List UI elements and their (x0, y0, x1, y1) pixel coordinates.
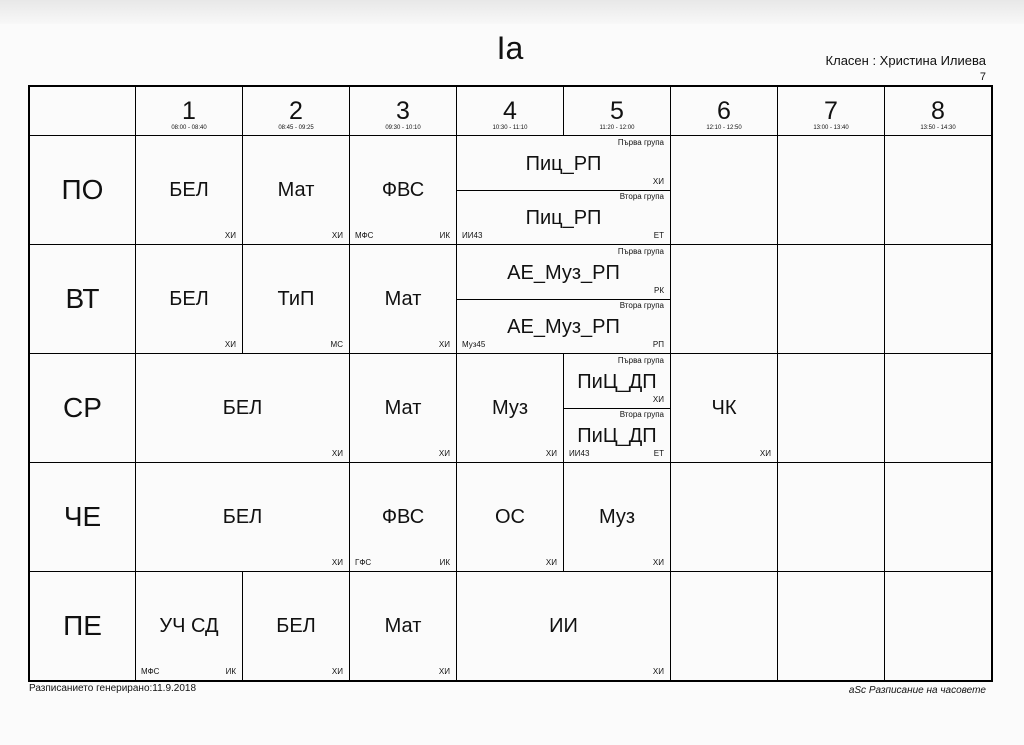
day-label-mon: ПО (29, 136, 136, 245)
lesson-cell: ЧК ХИ (671, 354, 778, 463)
period-6-header: 6 12:10 - 12:50 (671, 86, 778, 136)
empty-cell (778, 245, 885, 354)
group-2: Втора група АЕ_Муз_РП Муз45 РП (462, 301, 664, 349)
empty-cell (778, 463, 885, 572)
timetable (28, 85, 993, 682)
empty-cell (671, 572, 778, 682)
lesson-cell: Мат ХИ (243, 136, 350, 245)
empty-cell (671, 245, 778, 354)
lesson-cell: ТиП МС (243, 245, 350, 354)
lesson-cell: ИИ ХИ (457, 572, 671, 682)
lesson-cell: ФВС ГФС ИК (350, 463, 457, 572)
lesson-cell: Муз ХИ (457, 354, 564, 463)
group-1: Първа група АЕ_Муз_РП РК (457, 245, 670, 300)
day-label-thu: ЧЕ (29, 463, 136, 572)
empty-cell (885, 136, 993, 245)
group-lesson-cell (457, 136, 671, 245)
period-7-header: 7 13:00 - 13:40 (778, 86, 885, 136)
period-header-row (29, 86, 992, 136)
lesson-cell: Мат ХИ (350, 572, 457, 682)
period-4-header: 4 10:30 - 11:10 (457, 86, 564, 136)
day-row-thu (29, 463, 992, 572)
lesson-cell: БЕЛ ХИ (136, 136, 243, 245)
empty-cell (671, 463, 778, 572)
empty-cell (671, 136, 778, 245)
empty-cell (885, 572, 993, 682)
lesson-cell: Мат ХИ (350, 354, 457, 463)
day-label-wed: СР (29, 354, 136, 463)
lesson-cell: БЕЛ ХИ (136, 245, 243, 354)
group-lesson-cell (457, 245, 671, 354)
day-label-fri: ПЕ (29, 572, 136, 682)
lesson-cell: УЧ СД МФС ИК (136, 572, 243, 682)
lesson-cell: БЕЛ ХИ (136, 354, 350, 463)
group-2: Втора група ПиЦ_ДП ИИ43 ЕТ (569, 410, 664, 458)
empty-cell (885, 463, 993, 572)
scan-shadow (0, 0, 1024, 24)
day-row-wed (29, 354, 992, 463)
day-label-tue: ВТ (29, 245, 136, 354)
lesson-cell: БЕЛ ХИ (136, 463, 350, 572)
group-1: Първа група Пиц_РП ХИ (457, 136, 670, 191)
software-credit: aSc Разписание на часовете (848, 685, 986, 696)
group-lesson-cell (564, 354, 671, 463)
lesson-cell: ФВС МФС ИК (350, 136, 457, 245)
group-1: Първа група ПиЦ_ДП ХИ (564, 354, 670, 409)
period-8-header: 8 13:50 - 14:30 (885, 86, 993, 136)
day-row-tue (29, 245, 992, 354)
group-2: Втора група Пиц_РП ИИ43 ЕТ (462, 192, 664, 240)
period-1-header: 1 08:00 - 08:40 (136, 86, 243, 136)
empty-cell (885, 354, 993, 463)
day-row-mon (29, 136, 992, 245)
lesson-cell: ОС ХИ (457, 463, 564, 572)
class-teacher: Класен : Христина Илиева (825, 53, 986, 68)
empty-cell (778, 354, 885, 463)
period-2-header: 2 08:45 - 09:25 (243, 86, 350, 136)
empty-cell (778, 136, 885, 245)
lesson-cell: БЕЛ ХИ (243, 572, 350, 682)
page-number: 7 (979, 71, 986, 83)
period-3-header: 3 09:30 - 10:10 (350, 86, 457, 136)
empty-cell (778, 572, 885, 682)
lesson-cell: Муз ХИ (564, 463, 671, 572)
lesson-cell: Мат ХИ (350, 245, 457, 354)
period-5-header: 5 11:20 - 12:00 (564, 86, 671, 136)
empty-cell (885, 245, 993, 354)
day-row-fri (29, 572, 992, 682)
class-title: Ia (496, 30, 524, 66)
corner-cell (29, 86, 136, 136)
generated-date: Разписанието генерирано:11.9.2018 (29, 683, 197, 694)
